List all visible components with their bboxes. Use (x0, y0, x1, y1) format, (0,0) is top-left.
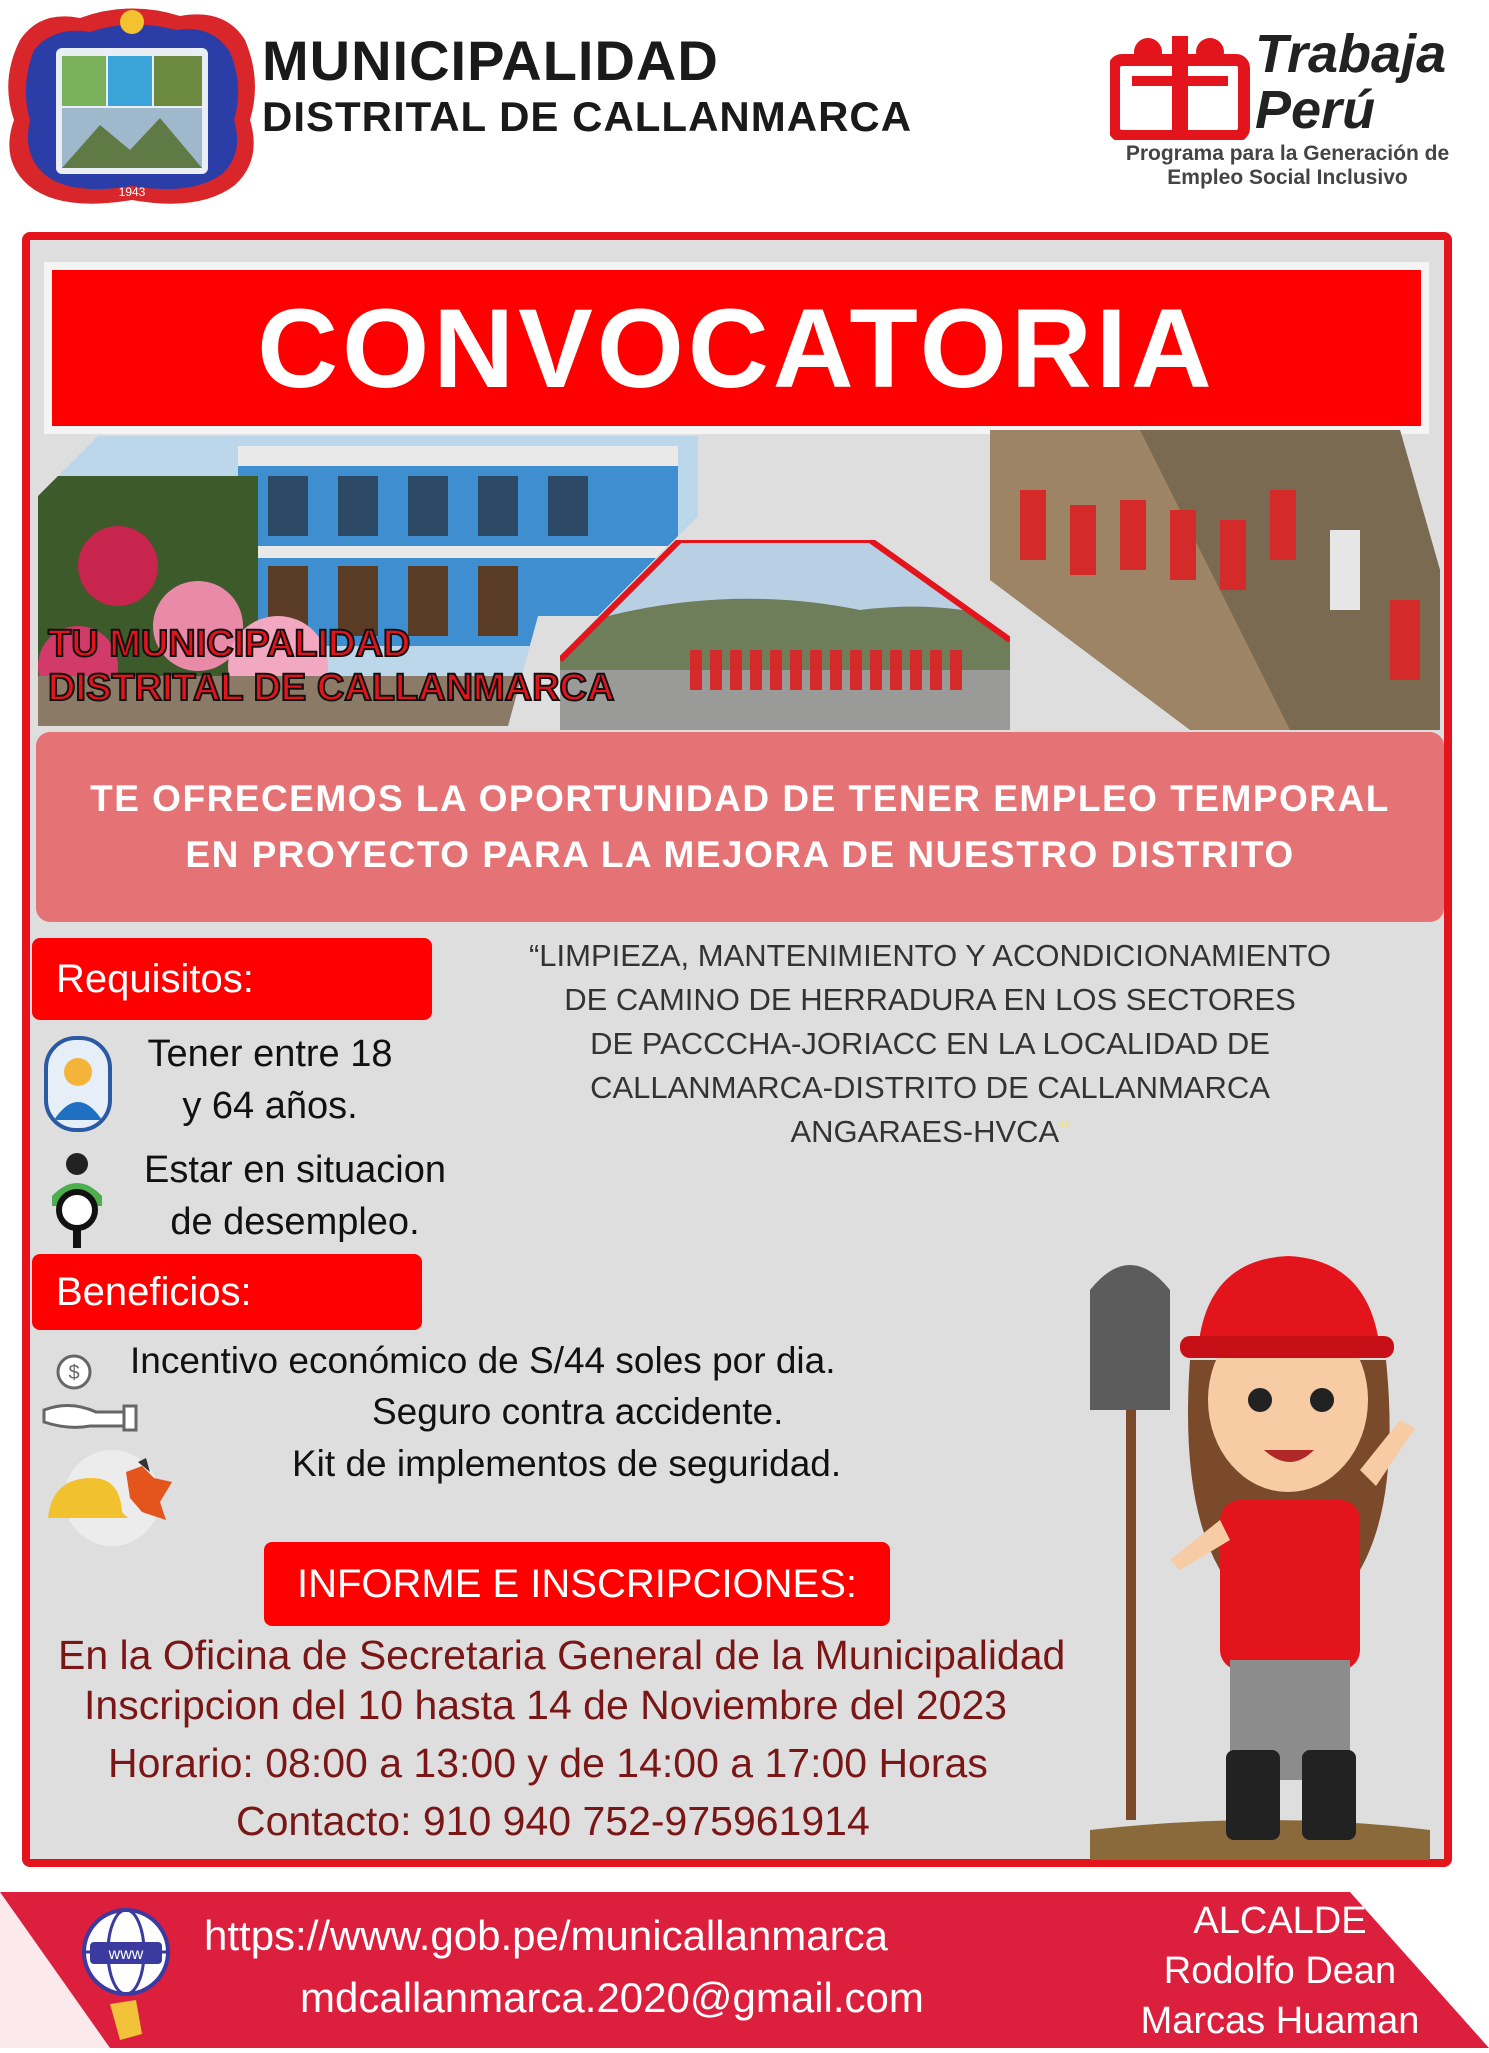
person-icon (42, 1034, 114, 1134)
requisito-age-line2: y 64 años. (182, 1085, 358, 1127)
project-line5: ANGARAES-HVCA (790, 1114, 1060, 1149)
project-line4: CALLANMARCA-DISTRITO DE CALLANMARCA (590, 1070, 1270, 1105)
job-offer-band (36, 732, 1444, 922)
municipal-shield-logo (0, 0, 265, 215)
project-line3: DE PACCCHA-JORIACC EN LA LOCALIDAD DE (590, 1026, 1270, 1061)
safety-kit-icon (42, 1448, 182, 1548)
www-badge-text: www (108, 1946, 144, 1963)
informe-fechas: Inscripcion del 10 hasta 14 de Noviembre del 2023 (84, 1682, 1008, 1728)
beneficio-seguro: Seguro contra accidente. (372, 1391, 784, 1432)
requisito-age-line1: Tener entre 18 (147, 1033, 393, 1075)
alcalde-name-line2: Marcas Huaman (1140, 2000, 1420, 2042)
municipality-title (262, 30, 912, 142)
project-line2: DE CAMINO DE HERRADURA EN LOS SECTORES (564, 982, 1296, 1017)
project-line1: “LIMPIEZA, MANTENIMIENTO Y ACONDICIONAMIENTO (528, 938, 1332, 973)
overlay-line2: DISTRITAL DE CALLANMARCA (48, 667, 615, 709)
requisito-desempleo-line2: de desempleo. (170, 1201, 420, 1243)
job-offer-text: TE OFRECEMOS LA OPORTUNIDAD DE TENER EMPLEO TEMPORAL EN PROYECTO PARA LA MEJORA DE NUESTRO DISTRITO (90, 778, 1390, 875)
money-hand-icon (40, 1350, 140, 1440)
beneficio-kit: Kit de implementos de seguridad. (292, 1443, 842, 1484)
overlay-line1: TU MUNICIPALIDAD (48, 623, 411, 665)
trabaja-peru-line1: Trabaja (1255, 24, 1447, 84)
informe-contacto: Contacto: 910 940 752-975961914 (236, 1798, 870, 1844)
requisitos-label: Requisitos: (32, 938, 432, 1020)
workers-lineup-photo (560, 540, 1010, 730)
svg-text:1943: 1943 (118, 185, 146, 199)
beneficios-label: Beneficios: (32, 1254, 422, 1330)
informe-inscripciones-label: INFORME E INSCRIPCIONES: (264, 1542, 890, 1626)
beneficio-incentivo: Incentivo económico de S/44 soles por dia. (130, 1340, 836, 1381)
project-title (500, 934, 1360, 1154)
convocatoria-banner: CONVOCATORIA (52, 270, 1421, 426)
email-link[interactable]: mdcallanmarca.2020@gmail.com (300, 1974, 924, 2021)
trabaja-peru-line2: Perú (1255, 80, 1376, 140)
informe-oficina: En la Oficina de Secretaria General de la Municipalidad (58, 1632, 1066, 1678)
informe-horario: Horario: 08:00 a 13:00 y de 14:00 a 17:00 Horas (108, 1740, 988, 1786)
requisito-age (130, 1028, 410, 1132)
workers-digging-photo (990, 430, 1440, 730)
alcalde-block (1120, 1896, 1440, 2046)
municipality-title-line1: MUNICIPALIDAD (262, 29, 719, 92)
requisito-desempleo (130, 1144, 460, 1248)
alcalde-title: ALCALDE (1193, 1900, 1367, 1942)
project-quote-end: ” (1059, 1114, 1070, 1149)
trabaja-peru-name (1255, 26, 1446, 138)
www-globe-icon (76, 1904, 176, 2044)
worker-girl-illustration (1070, 1250, 1450, 1860)
trabaja-peru-subtitle: Programa para la Generación de Empleo Social Inclusivo (1125, 142, 1450, 189)
requisito-desempleo-line1: Estar en situacion (143, 1149, 447, 1191)
svg-text:$: $ (68, 1362, 80, 1384)
alcalde-name-line1: Rodolfo Dean (1163, 1950, 1397, 1992)
website-link[interactable]: https://www.gob.pe/municallanmarca (204, 1912, 888, 1959)
trabaja-peru-logo-icon (1110, 30, 1250, 140)
municipality-overlay-text (48, 622, 614, 710)
job-search-icon (44, 1150, 110, 1250)
municipality-title-line2: DISTRITAL DE CALLANMARCA (262, 93, 913, 140)
